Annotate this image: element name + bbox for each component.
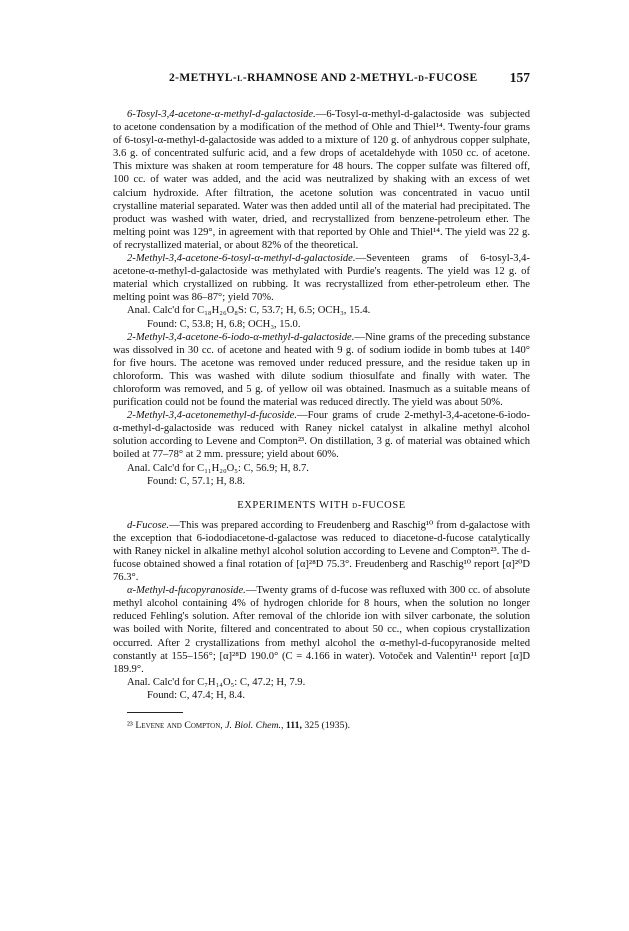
paragraph-body: —This was prepared according to Freudenberg and Raschig¹⁰ from d-galactose with the exception that 6-iododiacetone-d-galactose was reduced to diacetone-d-fucose catalytically with Raney nickel in alkaline methyl alcohol solution according to Levene and Compton²³. The d-fucose obtained showed a final rotation of [α]²⁸D 75.3°. Freudenberg and Raschig¹⁰ report [α]²⁰D 76.3°. bbox=[113, 519, 530, 584]
paragraph-body: —6-Tosyl-α-methyl-d-galactoside was subjected to acetone condensation by a modification of the method of Ohle and Thiel¹⁴. Twenty-four grams of 6-tosyl-α-methyl-d-galactoside was added to a mixture of 120 g. of anhydrous copper sulphate, 3.6 g. of concentrated sulfuric acid, and a few drops of acetaldehyde with 1050 cc. of acetone. This mixture was shaken at room temperature for 48 hours. The copper sulfate was filtered off, 100 cc. of water was added, and the acid was neutralized by shaking with an excess of wet calcium hydroxide. After filtration, the acetone solution was concentrated in vacuo until crystalline material separated. Water was then added until all of the material had precipitated. The product was washed with water, dried, and recrystallized from benzene-petroleum ether. The melting point was 129°, in agreement with that reported by Ohle and Thiel¹⁴. The yield was 22 g. of recrystallized material, or about 82% of the theoretical. bbox=[113, 109, 530, 251]
footnote-divider bbox=[127, 712, 183, 713]
analysis-found: Found: C, 53.8; H, 6.8; OCH₃, 15.0. bbox=[147, 318, 301, 330]
paragraph-methyl-fucopyranoside bbox=[113, 584, 530, 676]
journal-page bbox=[113, 72, 530, 732]
analysis-calculated: Anal. Calc'd for C₁₈H₂₆O₈S: C, 53.7; H, 6.5; OCH₃, 15.4. bbox=[127, 305, 371, 317]
analysis-calculated: Anal. Calc'd for C₁₁H₂₀O₅: C, 56.9; H, 8.7. bbox=[127, 462, 309, 474]
analysis-found: Found: C, 47.4; H, 8.4. bbox=[147, 689, 246, 701]
paragraph-body: —Four grams of crude 2-methyl-3,4-acetone-6-iodo-α-methyl-d-galactoside was reduced with Raney nickel catalyst in alkaline methyl alcohol solution according to Levene and Compton²³. On distillation, 3 g. of material was obtained which boiled at 77–78° at 2 mm. pressure; yield about 60%. bbox=[113, 410, 530, 461]
paragraph-body: —Nine grams of the preceding substance was dissolved in 30 cc. of acetone and heated with 9 g. of sodium iodide in bomb tubes at 140° for five hours. The acetone was removed under reduced pressure, and the residue taken up in chloroform. This was washed with dilute sodium thiosulfate and finally with water. The chloroform was removed, and 5 g. of yellow oil was obtained. Inasmuch as a suitable means of purification could not be found the material was reduced directly. The yield was about 50%. bbox=[113, 331, 530, 409]
running-head bbox=[113, 72, 530, 92]
paragraph-heading: 2-Methyl-3,4-acetonemethyl-d-fucoside. bbox=[127, 410, 298, 422]
footnote-authors: Levene and Compton, bbox=[135, 720, 223, 732]
running-title: 2-METHYL-l-RHAMNOSE AND 2-METHYL-d-FUCOSE bbox=[169, 72, 478, 84]
section-heading: EXPERIMENTS WITH d-FUCOSE bbox=[237, 499, 406, 511]
paragraph-heading: d-Fucose. bbox=[127, 519, 170, 531]
analysis-found: Found: C, 57.1; H, 8.8. bbox=[147, 475, 246, 487]
paragraph-heading: 2-Methyl-3,4-acetone-6-tosyl-α-methyl-d-galactoside. bbox=[127, 253, 356, 265]
footnote-pages: 325 (1935). bbox=[304, 720, 351, 732]
page-number: 157 bbox=[509, 70, 530, 85]
paragraph-tosyl-acetone-galactoside bbox=[113, 108, 530, 252]
paragraph-heading: 6-Tosyl-3,4-acetone-α-methyl-d-galactoside. bbox=[127, 109, 316, 120]
analysis-calculated: Anal. Calc'd for C₇H₁₄O₅: C, 47.2; H, 7.9. bbox=[127, 676, 306, 688]
paragraph-methyl-acetone-tosyl-galactoside bbox=[113, 252, 530, 304]
paragraph-heading: 2-Methyl-3,4-acetone-6-iodo-α-methyl-d-galactoside. bbox=[127, 331, 355, 343]
paragraph-methyl-acetonemethyl-fucoside bbox=[113, 409, 530, 461]
footnote-volume: 111, bbox=[285, 720, 302, 732]
footnote bbox=[113, 719, 530, 732]
paragraph-heading: α-Methyl-d-fucopyranoside. bbox=[127, 585, 246, 597]
footnote-marker: ²³ bbox=[127, 720, 133, 732]
paragraph-body: —Twenty grams of d-fucose was refluxed with 300 cc. of absolute methyl alcohol containing 4% of hydrogen chloride for 8 hours, when the solution no longer reduced Fehling's solution. After removal of the chloride ion with silver carbonate, the solution was boiled with Norite, filtered and concentrated to about 50 cc., when copious crystallization occurred. After 2 crystallizations from methyl alcohol the α-methyl-d-fucopyranoside melted constantly at 155–156°; [α]²⁸D 190.0° (C = 4.166 in water). Votoček and Valentin¹¹ report [α]D 189.9°. bbox=[113, 585, 530, 675]
paragraph-methyl-acetone-iodo-galactoside bbox=[113, 331, 530, 410]
footnote-journal: J. Biol. Chem., bbox=[225, 720, 284, 732]
paragraph-body: —Seventeen grams of 6-tosyl-3,4-acetone-α-methyl-d-galactoside was methylated with Purdie's reagents. The yield was 12 g. of material which crystallized on rubbing. It was recrystallized from ether-petroleum ether. The melting point was 86–87°; yield 70%. bbox=[113, 253, 530, 304]
paragraph-d-fucose bbox=[113, 519, 530, 584]
